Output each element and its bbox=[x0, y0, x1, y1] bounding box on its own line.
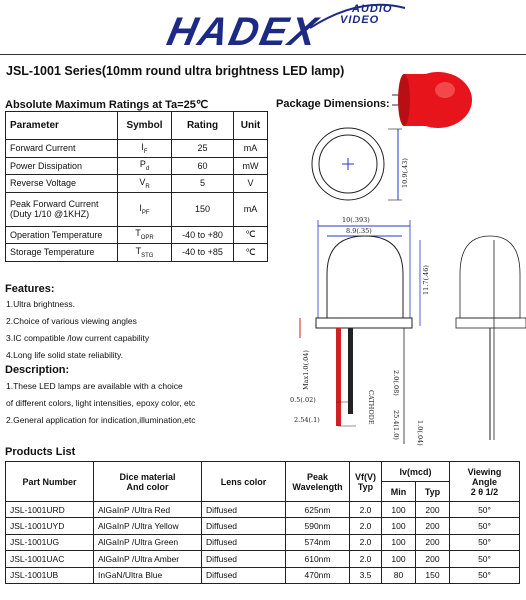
parameter-line2: (Duty 1/10 @1KHZ) bbox=[10, 209, 90, 219]
unit-cell: V bbox=[234, 175, 268, 193]
unit-cell: ℃ bbox=[234, 226, 268, 244]
table-row bbox=[6, 518, 520, 534]
va-header-line3: 2 θ 1/2 bbox=[470, 486, 499, 497]
unit-cell: mA bbox=[234, 140, 268, 158]
products-table bbox=[5, 461, 520, 584]
ivtyp-cell: 200 bbox=[416, 518, 450, 534]
ratings-table bbox=[5, 111, 268, 262]
dice-cell: AlGaInP /Ultra Yellow bbox=[94, 518, 202, 534]
lens-cell: Diffused bbox=[202, 551, 286, 567]
lens-cell: Diffused bbox=[202, 534, 286, 550]
feature-item: 2.Choice of various viewing angles bbox=[6, 316, 137, 326]
logo-audio-text: AUDIO bbox=[352, 3, 393, 15]
led-photo bbox=[392, 72, 472, 128]
cathode-label: CATHODE bbox=[367, 390, 375, 425]
col-iv: Iv(mcd) bbox=[382, 462, 450, 482]
ratings-header-row bbox=[6, 112, 268, 140]
table-row bbox=[6, 175, 268, 193]
ivtyp-cell: 200 bbox=[416, 534, 450, 550]
col-symbol: Symbol bbox=[118, 112, 172, 140]
table-row bbox=[6, 502, 520, 518]
parameter-cell: Operation Temperature bbox=[6, 226, 118, 244]
rating-cell: -40 to +85 bbox=[172, 244, 234, 262]
dim-min-lead: 1.0(.04) bbox=[416, 420, 424, 446]
symbol-cell: $V_R$ bbox=[118, 175, 172, 193]
col-iv-typ: Typ bbox=[416, 482, 450, 502]
table-row bbox=[6, 244, 268, 262]
ivmin-cell: 100 bbox=[382, 534, 416, 550]
top-view-drawing bbox=[312, 128, 409, 200]
col-parameter: Parameter bbox=[6, 112, 118, 140]
description-line: of different colors, light intensities, epoxy color, etc bbox=[6, 398, 196, 408]
symbol-cell: $I_{PF}$ bbox=[118, 192, 172, 226]
dice-cell: AlGaInP /Ultra Red bbox=[94, 502, 202, 518]
rating-cell: 60 bbox=[172, 157, 234, 175]
va-header-line1: Viewing bbox=[467, 466, 502, 477]
vf-header-line2: Typ bbox=[357, 481, 374, 492]
peak-cell: 574nm bbox=[286, 534, 350, 550]
dice-cell: InGaN/Ultra Blue bbox=[94, 567, 202, 583]
logo-wordmark: HADEX bbox=[163, 10, 323, 54]
dim-inner-width: 8.9(.35) bbox=[346, 227, 372, 235]
package-drawing bbox=[270, 60, 526, 460]
angle-cell: 50° bbox=[450, 518, 520, 534]
vf-cell: 3.5 bbox=[350, 567, 382, 583]
col-unit: Unit bbox=[234, 112, 268, 140]
col-viewing-angle bbox=[450, 462, 520, 502]
table-row bbox=[6, 534, 520, 550]
angle-cell: 50° bbox=[450, 551, 520, 567]
table-row bbox=[6, 157, 268, 175]
lens-cell: Diffused bbox=[202, 567, 286, 583]
dice-cell: AlGaInP /Ultra Amber bbox=[94, 551, 202, 567]
col-dice-material bbox=[94, 462, 202, 502]
col-part-number: Part Number bbox=[6, 462, 94, 502]
description-line: 1.These LED lamps are available with a choice bbox=[6, 381, 183, 391]
ivtyp-cell: 150 bbox=[416, 567, 450, 583]
vf-cell: 2.0 bbox=[350, 502, 382, 518]
dim-lead-pitch: 2.54(.1) bbox=[294, 416, 320, 424]
parameter-cell: Power Dissipation bbox=[6, 157, 118, 175]
products-heading: Products List bbox=[5, 446, 76, 458]
table-row bbox=[6, 140, 268, 158]
rating-cell: 5 bbox=[172, 175, 234, 193]
peak-header-line1: Peak bbox=[306, 471, 329, 482]
rating-cell: 25 bbox=[172, 140, 234, 158]
ivmin-cell: 100 bbox=[382, 502, 416, 518]
ratings-heading: Absolute Maximum Ratings at Ta=25℃ bbox=[5, 99, 209, 111]
symbol-cell: $T_{STG}$ bbox=[118, 244, 172, 262]
peak-cell: 610nm bbox=[286, 551, 350, 567]
peak-cell: 470nm bbox=[286, 567, 350, 583]
rating-cell: -40 to +80 bbox=[172, 226, 234, 244]
dice-cell: AlGaInP /Ultra Green bbox=[94, 534, 202, 550]
part-cell: JSL-1001UG bbox=[6, 534, 94, 550]
dice-header-line2: And color bbox=[126, 481, 169, 492]
angle-cell: 50° bbox=[450, 534, 520, 550]
symbol-cell: $I_F$ bbox=[118, 140, 172, 158]
col-iv-min: Min bbox=[382, 482, 416, 502]
ivmin-cell: 80 bbox=[382, 567, 416, 583]
parameter-line1: Peak Forward Current bbox=[10, 199, 99, 209]
angle-cell: 50° bbox=[450, 567, 520, 583]
feature-item: 1.Ultra brightness. bbox=[6, 299, 75, 309]
col-peak-wavelength bbox=[286, 462, 350, 502]
dice-header-line1: Dice material bbox=[119, 471, 176, 482]
logo-video-text: VIDEO bbox=[340, 14, 380, 26]
unit-cell: mA bbox=[234, 192, 268, 226]
dim-lead-length-2: 25.4(1.0) bbox=[392, 410, 400, 440]
unit-cell: ℃ bbox=[234, 244, 268, 262]
lens-cell: Diffused bbox=[202, 502, 286, 518]
table-row bbox=[6, 551, 520, 567]
part-cell: JSL-1001URD bbox=[6, 502, 94, 518]
ivmin-cell: 100 bbox=[382, 518, 416, 534]
col-vf bbox=[350, 462, 382, 502]
package-heading: Package Dimensions: bbox=[276, 98, 390, 110]
peak-cell: 625nm bbox=[286, 502, 350, 518]
symbol-cell: $T_{OPR}$ bbox=[118, 226, 172, 244]
part-cell: JSL-1001UYD bbox=[6, 518, 94, 534]
ivtyp-cell: 200 bbox=[416, 502, 450, 518]
products-header-row bbox=[6, 462, 520, 482]
description-line: 2.General application for indication,illumination,etc bbox=[6, 415, 196, 425]
ivmin-cell: 100 bbox=[382, 551, 416, 567]
symbol-cell: $P_d$ bbox=[118, 157, 172, 175]
table-row bbox=[6, 192, 268, 226]
lens-cell: Diffused bbox=[202, 518, 286, 534]
header-rule bbox=[0, 54, 526, 55]
side-view-drawing bbox=[290, 216, 526, 446]
description-heading: Description: bbox=[5, 364, 70, 376]
dim-lead-width: 0.5(.02) bbox=[290, 396, 316, 404]
ivtyp-cell: 200 bbox=[416, 551, 450, 567]
va-header-line2: Angle bbox=[471, 476, 497, 487]
feature-item: 3.IC compatible /low current capability bbox=[6, 333, 150, 343]
document-title: JSL-1001 Series(10mm round ultra brightness LED lamp) bbox=[6, 64, 345, 78]
dim-height: 11.7(.46) bbox=[422, 265, 430, 295]
feature-item: 4.Long life solid state reliability. bbox=[6, 350, 124, 360]
unit-cell: mW bbox=[234, 157, 268, 175]
parameter-cell: Forward Current bbox=[6, 140, 118, 158]
col-rating: Rating bbox=[172, 112, 234, 140]
dim-outer-width: 10(.393) bbox=[342, 216, 370, 224]
parameter-cell: Storage Temperature bbox=[6, 244, 118, 262]
col-lens-color: Lens color bbox=[202, 462, 286, 502]
dim-lead-length-1: 2.0(.08) bbox=[392, 370, 400, 396]
vf-header-line1: Vf(V) bbox=[355, 471, 376, 482]
peak-cell: 590nm bbox=[286, 518, 350, 534]
vf-cell: 2.0 bbox=[350, 518, 382, 534]
part-cell: JSL-1001UAC bbox=[6, 551, 94, 567]
features-heading: Features: bbox=[5, 283, 55, 295]
table-row bbox=[6, 226, 268, 244]
table-row bbox=[6, 567, 520, 583]
dim-max-flange: Max1.0(.04) bbox=[302, 350, 310, 390]
peak-header-line2: Wavelength bbox=[292, 481, 343, 492]
dim-top-diameter: 10.9(.43) bbox=[401, 158, 409, 188]
vf-cell: 2.0 bbox=[350, 534, 382, 550]
parameter-cell: Reverse Voltage bbox=[6, 175, 118, 193]
parameter-cell bbox=[6, 192, 118, 226]
angle-cell: 50° bbox=[450, 502, 520, 518]
brand-logo bbox=[0, 0, 526, 60]
part-cell: JSL-1001UB bbox=[6, 567, 94, 583]
vf-cell: 2.0 bbox=[350, 551, 382, 567]
rating-cell: 150 bbox=[172, 192, 234, 226]
